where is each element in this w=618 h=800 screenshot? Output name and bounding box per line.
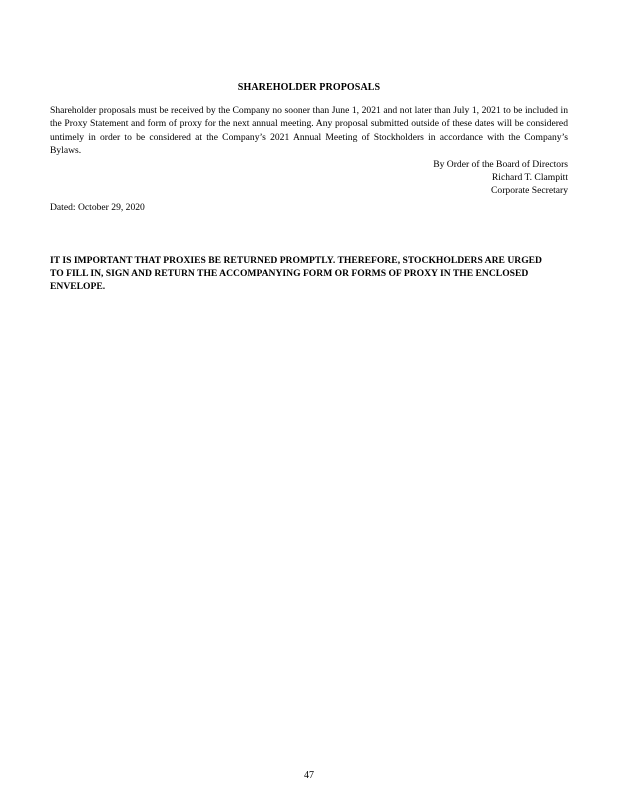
signature-name: Richard T. Clampitt bbox=[491, 172, 568, 183]
section-heading: SHAREHOLDER PROPOSALS bbox=[237, 82, 381, 93]
page-number: 47 bbox=[304, 770, 314, 781]
proxy-notice: IT IS IMPORTANT THAT PROXIES BE RETURNED PROMPTLY. THEREFORE, STOCKHOLDERS ARE URGED TO FILL IN, SIGN AND RETURN THE ACCOMPANYING FORM OR FORMS OF PROXY IN THE ENCLOSED ENVELOPE. bbox=[50, 255, 542, 293]
signature-block bbox=[433, 158, 568, 197]
signature-role: Corporate Secretary bbox=[491, 185, 568, 196]
signature-order-line: By Order of the Board of Directors bbox=[433, 159, 568, 170]
dated-line: Dated: October 29, 2020 bbox=[50, 202, 145, 213]
proposal-paragraph: Shareholder proposals must be received by the Company no sooner than June 1, 2021 and not later than July 1, 2021 to be included in the Proxy Statement and form of proxy for the next annual meeting. Any proposal submitted outside of these dates will be considered untimely in order to be considered at the Company’s 2021 Annual Meeting of Stockholders in accordance with the Company’s Bylaws. bbox=[50, 105, 568, 157]
